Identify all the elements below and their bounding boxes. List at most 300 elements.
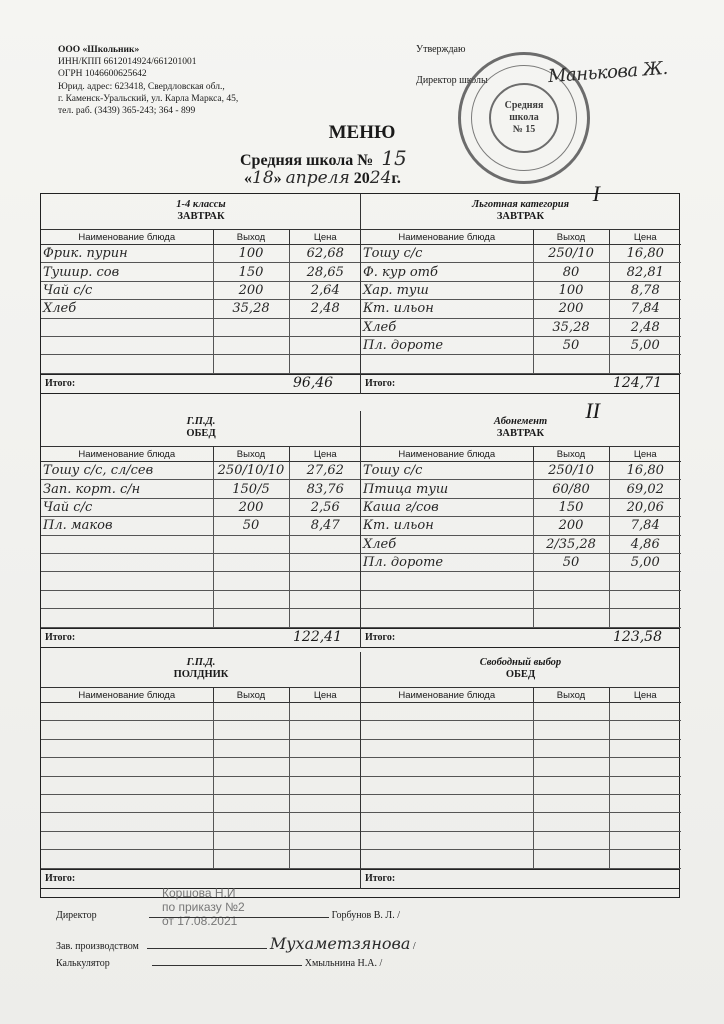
dish-output	[533, 794, 609, 812]
table-row	[41, 758, 361, 776]
dish-name	[361, 794, 533, 812]
dish-name	[361, 739, 533, 757]
dish-name: Зап. корт. с/н	[41, 480, 213, 498]
table-row	[361, 281, 681, 299]
col-name-header: Наименование блюда	[361, 447, 533, 462]
dish-name: Тошу с/с, сл/сев	[41, 462, 213, 480]
dish-output	[213, 336, 289, 354]
table-row	[41, 336, 361, 354]
total-label: Итого:	[365, 632, 396, 644]
dish-name: Пл. маков	[41, 517, 213, 535]
total-value: 124,71	[613, 374, 662, 391]
s6-subtitle: ОБЕД	[505, 669, 536, 680]
dish-name: Тошу с/с	[361, 462, 533, 480]
table-row	[361, 813, 681, 831]
dish-output	[533, 703, 609, 721]
table-row	[361, 517, 681, 535]
dish-price: 20,06	[609, 498, 681, 516]
dish-output	[533, 721, 609, 739]
table-row	[41, 498, 361, 516]
dish-name	[41, 318, 213, 336]
stamp-line-2: школа	[509, 112, 539, 123]
section-s3	[41, 411, 361, 648]
calculator-label: Калькулятор	[56, 958, 110, 969]
approve-label: Утверждаю	[416, 44, 466, 55]
s2-roman-numeral: I	[592, 181, 600, 206]
col-name-header: Наименование блюда	[361, 230, 533, 245]
dish-name	[361, 572, 533, 590]
table-row	[361, 609, 681, 627]
section-s2	[360, 181, 680, 394]
dish-price	[289, 703, 361, 721]
table-header-row	[361, 447, 681, 462]
s3-subtitle: ОБЕД	[186, 428, 216, 439]
col-name-header: Наименование блюда	[41, 688, 213, 703]
dish-name	[41, 831, 213, 849]
dish-price	[609, 590, 681, 608]
table-row	[361, 739, 681, 757]
table-row	[41, 721, 361, 739]
dish-price: 27,62	[289, 462, 361, 480]
table-row	[361, 758, 681, 776]
table-row	[41, 263, 361, 281]
dish-name	[41, 535, 213, 553]
dish-price: 8,47	[289, 517, 361, 535]
dish-price	[289, 355, 361, 373]
dish-name	[41, 572, 213, 590]
table-row	[361, 480, 681, 498]
table-header-row	[361, 230, 681, 245]
dish-name	[41, 355, 213, 373]
dish-price	[609, 831, 681, 849]
dish-output: 200	[213, 498, 289, 516]
dish-price: 69,02	[609, 480, 681, 498]
table-row	[41, 318, 361, 336]
dish-output	[533, 813, 609, 831]
total-value: 122,41	[293, 628, 342, 645]
table-header-row	[41, 230, 361, 245]
col-output-header: Выход	[533, 230, 609, 245]
dish-name: Кт. ильон	[361, 517, 533, 535]
col-output-header: Выход	[213, 447, 289, 462]
dish-name	[41, 336, 213, 354]
dish-output: 35,28	[213, 300, 289, 318]
dish-name	[41, 721, 213, 739]
dish-price	[609, 813, 681, 831]
total-label: Итого:	[365, 873, 396, 885]
total-label: Итого:	[365, 378, 396, 390]
dish-name: Хлеб	[361, 318, 533, 336]
school-title	[240, 146, 407, 170]
dish-price	[289, 794, 361, 812]
dish-price	[609, 721, 681, 739]
dish-name: Пл. дороте	[361, 336, 533, 354]
dish-output	[533, 758, 609, 776]
s2-title: Льготная категория	[471, 199, 570, 210]
date-close-quote: »	[273, 170, 282, 187]
page-title: МЕНЮ	[328, 122, 396, 143]
dish-name: Хар. туш	[361, 281, 533, 299]
col-price-header: Цена	[609, 230, 681, 245]
dish-output: 50	[533, 553, 609, 571]
organization-block	[58, 44, 238, 117]
dish-price	[609, 850, 681, 868]
s2-header	[361, 181, 680, 230]
dish-output	[213, 553, 289, 571]
date-open-quote: «	[244, 170, 252, 187]
s6-total-row	[361, 869, 680, 889]
order-stamp	[162, 886, 245, 928]
dish-name	[361, 831, 533, 849]
section-s4	[360, 398, 680, 648]
dish-name: Хлеб	[41, 300, 213, 318]
dish-output	[213, 721, 289, 739]
s5-title: Г.П.Д.	[186, 657, 216, 668]
dish-name	[361, 355, 533, 373]
table-row	[41, 553, 361, 571]
dish-output	[533, 572, 609, 590]
table-row	[41, 572, 361, 590]
dish-output	[213, 609, 289, 627]
dish-name	[361, 703, 533, 721]
dish-name	[361, 813, 533, 831]
dish-output: 250/10/10	[213, 462, 289, 480]
order-stamp-line-2: по приказу №2	[162, 900, 245, 914]
dish-output	[213, 831, 289, 849]
dish-output	[213, 572, 289, 590]
table-row	[41, 776, 361, 794]
table-row	[41, 739, 361, 757]
table-row	[41, 850, 361, 868]
dish-output	[533, 609, 609, 627]
col-price-header: Цена	[289, 688, 361, 703]
col-output-header: Выход	[213, 688, 289, 703]
total-value: 96,46	[293, 374, 334, 391]
s4-roman-numeral: II	[585, 398, 600, 423]
table-header-row	[41, 688, 361, 703]
org-address-2: г. Каменск-Уральский, ул. Карла Маркса, 45,	[58, 93, 239, 104]
table-row	[361, 850, 681, 868]
stamp-line-1: Средняя	[504, 100, 544, 111]
dish-name: Чай с/с	[41, 281, 213, 299]
table-header-row	[361, 688, 681, 703]
col-output-header: Выход	[533, 688, 609, 703]
s2-table	[361, 230, 681, 374]
dish-price: 8,78	[609, 281, 681, 299]
dish-output	[213, 758, 289, 776]
total-label: Итого:	[45, 378, 76, 390]
org-inn: ИНН/КПП 6612014924/661201001	[58, 57, 197, 68]
production-name: Мухаметзянова	[269, 934, 411, 953]
col-name-header: Наименование блюда	[361, 688, 533, 703]
dish-output: 150	[213, 263, 289, 281]
s6-table	[361, 688, 681, 869]
col-price-header: Цена	[609, 688, 681, 703]
s4-title: Абонемент	[493, 416, 548, 427]
total-label: Итого:	[45, 632, 76, 644]
dish-price	[289, 850, 361, 868]
dish-name: Чай с/с	[41, 498, 213, 516]
table-row	[361, 794, 681, 812]
dish-price: 7,84	[609, 517, 681, 535]
dish-output: 200	[533, 517, 609, 535]
table-row	[41, 517, 361, 535]
dish-output	[533, 831, 609, 849]
dish-output	[213, 776, 289, 794]
s3-table	[41, 447, 361, 628]
calculator-name: Хмыльнина Н.А.	[304, 958, 377, 969]
table-row	[361, 590, 681, 608]
table-row	[361, 263, 681, 281]
dish-output	[213, 739, 289, 757]
dish-name	[361, 850, 533, 868]
approve-director-label: Директор школы	[416, 75, 488, 86]
dish-price	[609, 703, 681, 721]
dish-price	[289, 535, 361, 553]
dish-output: 150/5	[213, 480, 289, 498]
table-row	[41, 462, 361, 480]
dish-price	[289, 721, 361, 739]
date-suffix: г.	[391, 170, 401, 187]
s3-title: Г.П.Д.	[186, 416, 216, 427]
table-row	[361, 355, 681, 373]
order-stamp-line-3: от 17.08.2021	[162, 914, 238, 928]
s4-table	[361, 447, 681, 628]
dish-price	[289, 590, 361, 608]
dish-name: Фрик. пурин	[41, 245, 213, 263]
dish-name: Каша г/сов	[361, 498, 533, 516]
dish-price: 2,48	[289, 300, 361, 318]
dish-output	[213, 318, 289, 336]
s1-subtitle: ЗАВТРАК	[177, 211, 225, 222]
dish-price: 82,81	[609, 263, 681, 281]
dish-price: 83,76	[289, 480, 361, 498]
dish-output: 50	[213, 517, 289, 535]
table-row	[361, 721, 681, 739]
school-label: Средняя школа №	[240, 152, 374, 169]
s1-table	[41, 230, 361, 374]
col-name-header: Наименование блюда	[41, 447, 213, 462]
date-month: апреля	[285, 168, 350, 188]
table-row	[41, 480, 361, 498]
table-row	[361, 703, 681, 721]
dish-name	[361, 609, 533, 627]
table-row	[41, 245, 361, 263]
sign-row-production: Зав. производством Мухаметзянова /	[56, 934, 416, 953]
col-price-header: Цена	[289, 230, 361, 245]
dish-name: Тошу с/с	[361, 245, 533, 263]
dish-price: 28,65	[289, 263, 361, 281]
dish-name	[41, 850, 213, 868]
dish-output: 150	[533, 498, 609, 516]
table-row	[361, 535, 681, 553]
dish-price: 5,00	[609, 553, 681, 571]
dish-output: 200	[213, 281, 289, 299]
dish-price	[289, 553, 361, 571]
table-row	[41, 703, 361, 721]
sign-row-calculator: Калькулятор Хмыльнина Н.А. /	[56, 958, 383, 969]
s2-subtitle: ЗАВТРАК	[496, 211, 545, 222]
menu-date	[244, 168, 401, 188]
dish-name: Птица туш	[361, 480, 533, 498]
dish-price	[289, 831, 361, 849]
table-row	[361, 462, 681, 480]
org-ogrn: ОГРН 1046600625642	[58, 69, 147, 80]
table-row	[41, 609, 361, 627]
col-price-header: Цена	[289, 447, 361, 462]
dish-name	[41, 794, 213, 812]
org-name: ООО «Школьник»	[58, 45, 140, 55]
s1-header	[41, 194, 361, 230]
dish-price	[289, 776, 361, 794]
dish-price: 2,56	[289, 498, 361, 516]
table-row	[41, 300, 361, 318]
dish-name: Хлеб	[361, 535, 533, 553]
dish-output: 100	[533, 281, 609, 299]
stamp-line-3: № 15	[512, 124, 536, 135]
dish-price	[609, 572, 681, 590]
dish-output	[533, 776, 609, 794]
dish-price	[289, 336, 361, 354]
total-value: 123,58	[613, 628, 662, 645]
dish-output	[533, 850, 609, 868]
dish-output: 50	[533, 336, 609, 354]
table-row	[41, 590, 361, 608]
dish-name	[361, 758, 533, 776]
col-name-header: Наименование блюда	[41, 230, 213, 245]
dish-output: 200	[533, 300, 609, 318]
date-year-prefix: 20	[353, 170, 370, 187]
table-row	[361, 300, 681, 318]
dish-output: 35,28	[533, 318, 609, 336]
dish-price	[609, 776, 681, 794]
s2-total-row	[361, 374, 680, 394]
dish-output	[533, 355, 609, 373]
s6-header	[361, 652, 680, 688]
table-row	[361, 572, 681, 590]
dish-name	[41, 739, 213, 757]
table-row	[41, 535, 361, 553]
dish-name	[41, 703, 213, 721]
date-year: 24	[369, 168, 392, 188]
director-signature-handwritten: Манькова Ж.	[547, 57, 669, 88]
dish-name: Тушир. сов	[41, 263, 213, 281]
dish-output	[533, 739, 609, 757]
dish-output: 100	[213, 245, 289, 263]
table-row	[41, 281, 361, 299]
col-output-header: Выход	[533, 447, 609, 462]
table-row	[361, 831, 681, 849]
table-row	[361, 776, 681, 794]
table-row	[361, 498, 681, 516]
dish-name	[41, 590, 213, 608]
section-s5	[41, 652, 361, 889]
total-label: Итого:	[45, 873, 76, 885]
menu-grid	[40, 181, 680, 898]
dish-price	[609, 355, 681, 373]
table-row	[41, 794, 361, 812]
table-row	[361, 245, 681, 263]
s4-subtitle: ЗАВТРАК	[496, 428, 545, 439]
dish-price: 16,80	[609, 462, 681, 480]
date-day: 18	[252, 168, 274, 188]
table-row	[361, 318, 681, 336]
dish-price	[609, 794, 681, 812]
dish-output: 250/10	[533, 462, 609, 480]
dish-name	[41, 813, 213, 831]
dish-name	[361, 590, 533, 608]
dish-name	[41, 553, 213, 571]
table-header-row	[41, 447, 361, 462]
dish-output: 80	[533, 263, 609, 281]
dish-output	[213, 355, 289, 373]
dish-price	[609, 758, 681, 776]
s3-header	[41, 411, 361, 447]
s6-title: Свободный выбор	[479, 657, 562, 668]
dish-name	[361, 721, 533, 739]
dish-output	[213, 535, 289, 553]
dish-output	[213, 794, 289, 812]
dish-price	[289, 739, 361, 757]
dish-name	[41, 758, 213, 776]
s5-table	[41, 688, 361, 869]
s1-total-row	[41, 374, 361, 394]
dish-price	[289, 758, 361, 776]
dish-name: Пл. дороте	[361, 553, 533, 571]
dish-price	[289, 572, 361, 590]
dish-name	[41, 609, 213, 627]
dish-price: 2,48	[609, 318, 681, 336]
school-number: 15	[381, 146, 407, 170]
dish-output	[213, 590, 289, 608]
s4-header	[361, 398, 680, 447]
org-address-1: Юрид. адрес: 623418, Свердловская обл.,	[58, 81, 225, 92]
dish-price: 16,80	[609, 245, 681, 263]
dish-output	[213, 850, 289, 868]
table-row	[361, 553, 681, 571]
dish-price: 62,68	[289, 245, 361, 263]
dish-name: Ф. кур отб	[361, 263, 533, 281]
section-s6	[360, 652, 680, 889]
dish-price: 4,86	[609, 535, 681, 553]
table-row	[41, 355, 361, 373]
dish-price: 7,84	[609, 300, 681, 318]
s4-total-row	[361, 628, 680, 648]
s5-subtitle: ПОЛДНИК	[173, 669, 229, 680]
dish-name	[361, 776, 533, 794]
order-stamp-line-1: Коршова Н.И	[162, 886, 236, 900]
dish-output	[533, 590, 609, 608]
director-label: Директор	[56, 910, 97, 921]
dish-name: Кт. ильон	[361, 300, 533, 318]
col-price-header: Цена	[609, 447, 681, 462]
table-row	[361, 336, 681, 354]
dish-output: 250/10	[533, 245, 609, 263]
dish-price	[289, 609, 361, 627]
dish-output: 60/80	[533, 480, 609, 498]
section-s1	[41, 194, 361, 394]
director-name: Горбунов В. Л.	[331, 910, 395, 921]
dish-price	[289, 318, 361, 336]
s3-total-row	[41, 628, 361, 648]
s5-header	[41, 652, 361, 688]
dish-price: 2,64	[289, 281, 361, 299]
dish-price: 5,00	[609, 336, 681, 354]
sign-row-director: Директор Горбунов В. Л. /	[56, 910, 400, 921]
dish-price	[609, 739, 681, 757]
table-row	[41, 813, 361, 831]
dish-price	[289, 813, 361, 831]
